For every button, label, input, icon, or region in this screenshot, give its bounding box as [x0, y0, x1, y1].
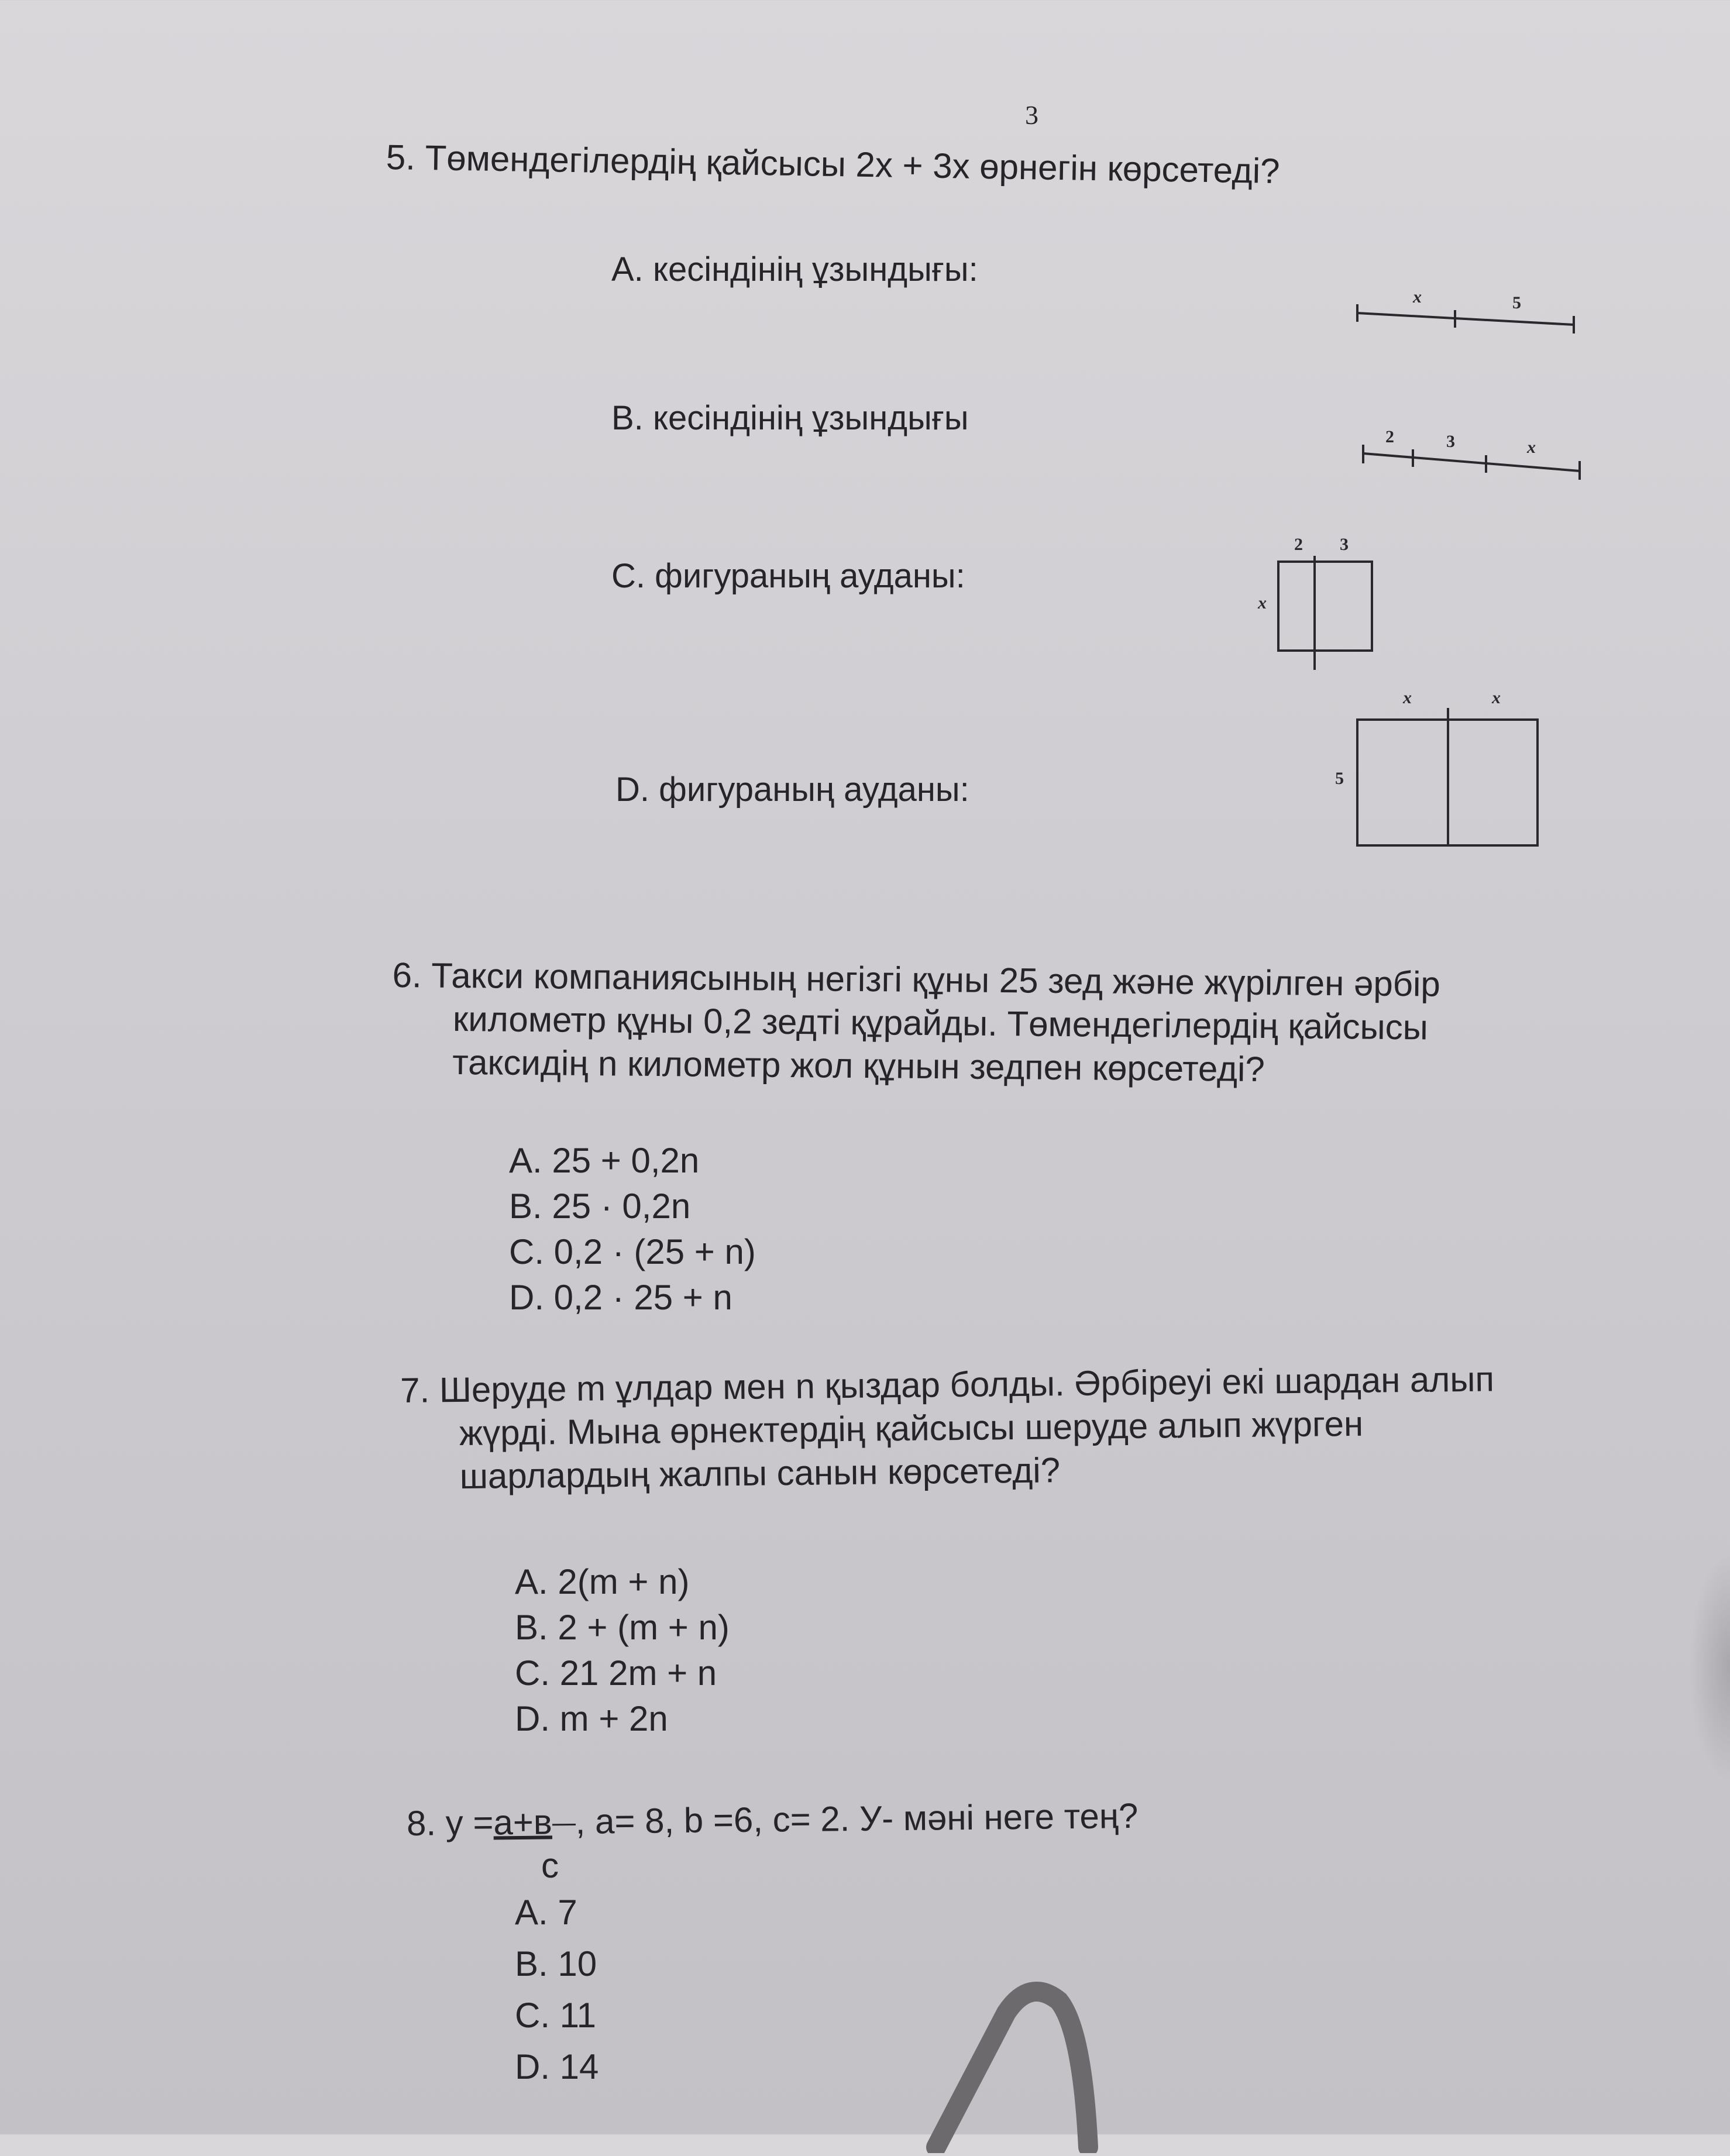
q7-answer-a-letter: A.	[515, 1562, 548, 1601]
q7-answer-b	[515, 1605, 730, 1650]
q7-answer-c-letter: C.	[515, 1653, 550, 1693]
segment-line	[1363, 453, 1580, 471]
q7-answer-b-text: 2 + (m + n)	[558, 1608, 730, 1647]
q5-option-b-text: кесіндінің ұзындығы	[652, 399, 969, 437]
q8-answer-d-letter: D.	[515, 2047, 550, 2086]
q6-answer-c-letter: C.	[509, 1232, 544, 1271]
q8-answer-b-letter: B.	[515, 1944, 548, 1983]
page-number: 3	[1025, 100, 1038, 130]
q7-answer-a	[515, 1559, 730, 1605]
rectangle-outline	[1278, 562, 1372, 651]
q5-option-d	[615, 769, 969, 810]
q5-option-c-letter: C.	[611, 557, 645, 595]
q8-answer-d-text: 14	[559, 2047, 599, 2086]
q5-option-a-text: кесіндінің ұзындығы:	[652, 250, 978, 288]
question-6-line-2: километр құны 0,2 зедті құрайды. Төмендегілердің қайсысы	[452, 999, 1429, 1047]
q6-answer-c	[509, 1229, 756, 1275]
q5-diagram-b-label-2: 2	[1385, 427, 1394, 446]
q7-answers	[515, 1559, 730, 1742]
q6-answer-a-letter: A.	[509, 1141, 542, 1180]
question-8-rest: , a= 8, b =6, c= 2. У- мәні неге тең?	[575, 1796, 1139, 1841]
q6-answer-b	[509, 1184, 756, 1229]
q8-answer-d	[515, 2041, 599, 2093]
q5-diagram-c-label-2: 2	[1294, 535, 1303, 554]
q8-answer-c	[515, 1990, 599, 2041]
binder-clip	[913, 1966, 1158, 2153]
q5-diagram-b-label-3: 3	[1446, 432, 1455, 451]
q8-answers	[515, 1887, 599, 2093]
q5-diagram-c-rectangle	[1252, 527, 1387, 673]
question-7	[400, 1357, 1495, 1499]
q5-option-b-letter: B.	[611, 399, 644, 437]
question-6-number: 6.	[392, 955, 422, 995]
q7-answer-d-letter: D.	[515, 1699, 550, 1738]
question-5-text: Төмендегілердің қайсысы 2х + 3х өрнегін көрсетеді?	[425, 138, 1280, 191]
q8-answer-b	[515, 1938, 599, 1990]
q5-diagram-b-label-x: x	[1527, 438, 1536, 457]
q7-answer-d	[515, 1696, 730, 1742]
page-edge-shadow	[1689, 1550, 1730, 1784]
question-7-number: 7.	[400, 1370, 430, 1411]
question-8-numerator: a+в	[493, 1802, 553, 1842]
q8-answer-a-letter: A.	[515, 1893, 548, 1932]
q8-answer-a-text: 7	[558, 1893, 577, 1932]
fraction-bar	[552, 1824, 576, 1825]
q6-answer-a-text: 25 + 0,2n	[552, 1141, 700, 1180]
clip-wire	[936, 1992, 1088, 2147]
q7-answer-d-text: m + 2n	[559, 1699, 668, 1738]
q6-answer-a	[509, 1138, 756, 1184]
q6-answers	[509, 1138, 756, 1321]
q5-diagram-a-segment	[1346, 287, 1580, 342]
q5-diagram-d-rectangle	[1328, 679, 1550, 854]
q7-answer-c-text: 21 2m + n	[559, 1653, 717, 1693]
question-8	[407, 1794, 1139, 1845]
question-6	[391, 954, 1440, 1093]
binder-clip-icon	[913, 1966, 1158, 2153]
q6-answer-c-text: 0,2 · (25 + n)	[553, 1232, 756, 1271]
q8-answer-c-letter: C.	[515, 1996, 550, 2035]
q5-diagram-d-label-x2: x	[1492, 688, 1501, 707]
q5-diagram-c-label-3: 3	[1340, 535, 1349, 554]
q7-answer-b-letter: B.	[515, 1608, 548, 1647]
question-8-denominator: c	[541, 1846, 559, 1885]
q7-answer-a-text: 2(m + n)	[558, 1562, 690, 1601]
q5-option-b	[611, 398, 969, 439]
q5-diagram-d-label-5: 5	[1335, 769, 1344, 788]
q8-answer-b-text: 10	[558, 1944, 597, 1983]
q5-option-c	[611, 556, 965, 597]
question-6-line-1: Такси компаниясының негізгі құны 25 зед және жүрілген әрбір	[431, 955, 1441, 1004]
q5-option-a-letter: A.	[611, 250, 644, 288]
question-5	[386, 136, 1280, 193]
q6-answer-d	[509, 1275, 756, 1321]
question-8-lhs: y =	[445, 1803, 494, 1843]
q5-diagram-a-label-x: x	[1413, 287, 1422, 307]
q6-answer-d-text: 0,2 · 25 + n	[553, 1278, 732, 1317]
q6-answer-b-letter: B.	[509, 1187, 542, 1226]
q5-option-a	[611, 249, 978, 290]
q5-diagram-a-label-5: 5	[1512, 293, 1521, 312]
q8-answer-c-text: 11	[559, 1996, 596, 2035]
question-7-line-1: Шеруде m ұлдар мен n қыздар болды. Әрбіреуі екі шардан алып	[439, 1359, 1495, 1410]
q5-diagram-b-segment	[1351, 421, 1591, 480]
q5-option-d-text: фигураның ауданы:	[659, 771, 969, 809]
q5-diagram-c-label-x: x	[1258, 593, 1267, 613]
question-6-line-3: таксидің n километр жол құнын зедпен көрсетеді?	[452, 1042, 1265, 1089]
q5-diagram-d-label-x1: x	[1403, 688, 1412, 707]
question-7-line-2: жүрді. Мына өрнектердің қайсысы шеруде алып жүрген	[459, 1404, 1364, 1453]
q7-answer-c	[515, 1650, 730, 1696]
q6-answer-b-text: 25 · 0,2n	[552, 1187, 691, 1226]
question-5-number: 5.	[386, 137, 416, 177]
q6-answer-d-letter: D.	[509, 1278, 544, 1317]
question-8-number: 8.	[406, 1803, 436, 1843]
q5-option-d-letter: D.	[615, 771, 649, 809]
question-7-line-3: шарлардың жалпы санын көрсетеді?	[459, 1450, 1061, 1496]
q5-option-c-text: фигураның ауданы:	[655, 557, 965, 595]
segment-line	[1357, 313, 1574, 325]
q8-answer-a	[515, 1887, 599, 1938]
